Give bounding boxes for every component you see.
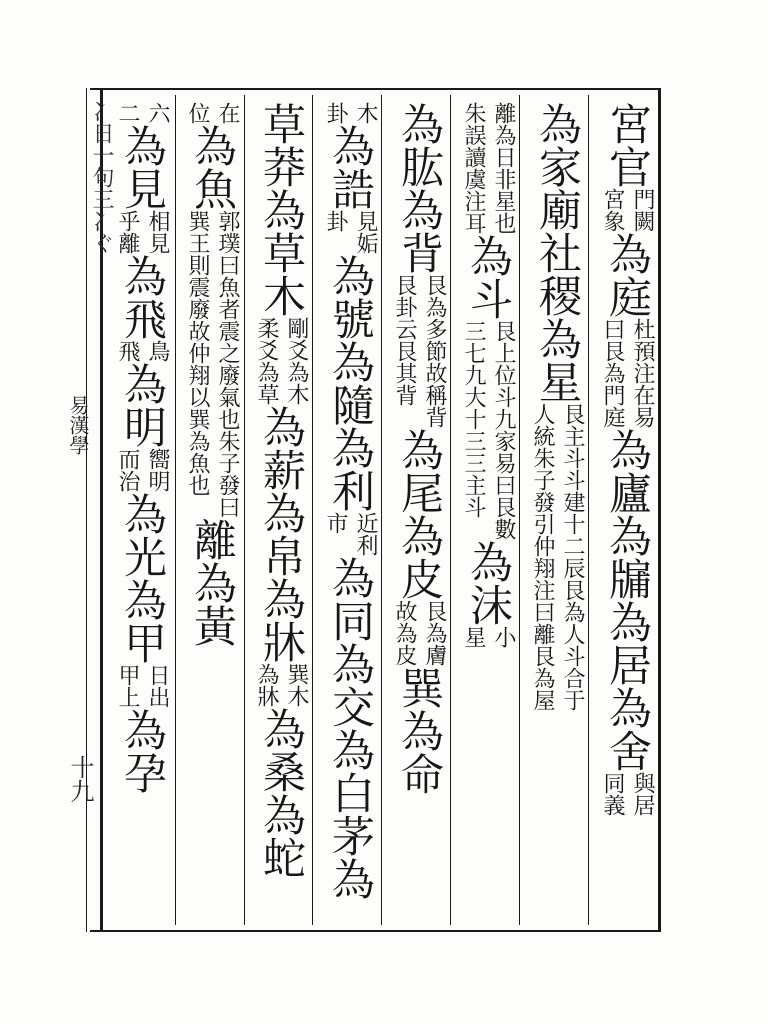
spine-fragment: 冫日一句三冫ぐ: [89, 100, 114, 254]
annotation-left-line: 巽王則震廢故仲翔以巽為魚也: [185, 210, 210, 496]
annotation-right-line: 日出: [145, 664, 170, 708]
annotation-right-line: 離為日非星也: [491, 102, 516, 234]
annotation-pair: [322, 512, 378, 556]
annotation-pair: [460, 626, 516, 648]
main-text: 為號為隨為利: [325, 254, 375, 512]
main-text: 離為黃: [187, 518, 237, 647]
main-text: 為斗: [463, 234, 513, 320]
annotation-pair: [253, 317, 309, 405]
annotation-pair: [599, 772, 655, 816]
outer-border-right: [658, 88, 661, 932]
annotation-left-line: 曰艮為門庭: [600, 318, 625, 428]
main-text: 為誥: [325, 124, 375, 210]
annotation-left-line: 三七九大十三三主斗: [461, 320, 486, 518]
annotation-right-line: 近利: [353, 512, 378, 556]
annotation-left-line: 艮卦云艮其背: [392, 274, 417, 406]
main-text: 宮官: [602, 102, 652, 188]
main-text: 為沫: [463, 540, 513, 626]
annotation-right-line: 嚮明: [145, 448, 170, 492]
annotation-left-line: 朱誤讀虞注耳: [461, 102, 486, 234]
annotation-pair: [460, 102, 516, 234]
column-divider: [244, 95, 245, 925]
main-text: 為光為甲: [117, 492, 167, 664]
annotation-pair: [322, 102, 378, 124]
outer-border-top: [90, 88, 660, 90]
text-column-5: [321, 102, 379, 932]
main-text: 為薪為帛為牀: [256, 405, 306, 663]
text-column-8: [113, 102, 171, 932]
book-title: 易漢學: [66, 395, 90, 455]
annotation-left-line: 市: [323, 512, 348, 534]
annotation-pair: [599, 318, 655, 428]
annotation-left-line: 故為皮: [392, 600, 417, 666]
annotation-left-line: 二: [115, 102, 140, 124]
column-divider: [519, 95, 520, 925]
annotation-pair: [253, 663, 309, 707]
annotation-pair: [114, 448, 170, 492]
column-divider: [381, 95, 382, 925]
main-text: 為孕: [117, 708, 167, 794]
annotation-pair: [114, 102, 170, 124]
annotation-left-line: 星: [461, 626, 486, 648]
annotation-left-line: 卦: [323, 102, 348, 124]
annotation-right-line: 艮主斗斗建十二辰艮為人斗合于: [560, 403, 585, 711]
annotation-right-line: 艮為膚: [422, 600, 447, 666]
annotation-right-line: 郭璞曰魚者震之廢氣也朱子發曰: [215, 210, 240, 518]
annotation-pair: [184, 210, 240, 518]
annotation-right-line: 艮上位斗九家易曰艮數: [491, 320, 516, 540]
annotation-pair: [114, 210, 170, 254]
text-column-6: [252, 102, 310, 932]
page-number: 十九: [66, 755, 94, 803]
text-column-7: [183, 102, 241, 932]
annotation-right-line: 相見: [145, 210, 170, 254]
column-divider: [450, 95, 451, 925]
annotation-pair: [114, 664, 170, 708]
annotation-right-line: 小: [491, 626, 516, 648]
main-text: 為廬為牖為居為舍: [602, 428, 652, 772]
annotation-pair: [460, 320, 516, 540]
annotation-left-line: 人統朱子發引仲翔注曰離艮為屋: [530, 403, 555, 711]
annotation-left-line: 乎離: [115, 210, 140, 254]
annotation-left-line: 柔爻為草: [254, 317, 279, 405]
annotation-right-line: 鳥: [145, 340, 170, 362]
annotation-left-line: 飛: [115, 340, 140, 362]
annotation-pair: [391, 600, 447, 666]
annotation-right-line: 與居: [630, 772, 655, 816]
column-divider: [312, 95, 313, 925]
main-text: 為家廟社稷為星: [532, 102, 582, 403]
text-column-1: [598, 102, 656, 932]
main-text: 為桑為蛇: [256, 707, 306, 879]
annotation-pair: [529, 403, 585, 711]
main-text: 為同為交為白茅為: [325, 556, 375, 900]
annotation-right-line: 巽木: [284, 663, 309, 707]
main-text: 為明: [117, 362, 167, 448]
annotation-right-line: 見姤: [353, 210, 378, 254]
annotation-left-line: 宮象: [600, 188, 625, 232]
column-divider: [588, 95, 589, 925]
column-divider: [175, 95, 176, 925]
main-text: 為肱為背: [394, 102, 444, 274]
main-text: 草莽為草木: [256, 102, 306, 317]
annotation-right-line: 艮為多節故稱背: [422, 274, 447, 428]
annotation-right-line: 門闕: [630, 188, 655, 232]
main-text: 為見: [117, 124, 167, 210]
annotation-right-line: 在: [215, 102, 240, 124]
annotation-pair: [114, 340, 170, 362]
annotation-pair: [599, 188, 655, 232]
main-text: 巽為命: [394, 666, 444, 795]
annotation-left-line: 甲上: [115, 664, 140, 708]
annotation-right-line: 六: [145, 102, 170, 124]
annotation-right-line: 剛爻為木: [284, 317, 309, 405]
annotation-left-line: 卦: [323, 210, 348, 232]
annotation-left-line: 而治: [115, 448, 140, 492]
annotation-right-line: 木: [353, 102, 378, 124]
main-text: 為尾為皮: [394, 428, 444, 600]
text-column-2: [528, 102, 586, 932]
main-text: 為魚: [187, 124, 237, 210]
annotation-left-line: 同義: [600, 772, 625, 816]
annotation-left-line: 為牀: [254, 663, 279, 707]
annotation-pair: [391, 274, 447, 428]
main-text: 為飛: [117, 254, 167, 340]
annotation-pair: [322, 210, 378, 254]
text-column-3: [459, 102, 517, 932]
main-text: 為庭: [602, 232, 652, 318]
annotation-right-line: 杜預注在易: [630, 318, 655, 428]
text-column-4: [390, 102, 448, 932]
annotation-pair: [184, 102, 240, 124]
annotation-left-line: 位: [185, 102, 210, 124]
